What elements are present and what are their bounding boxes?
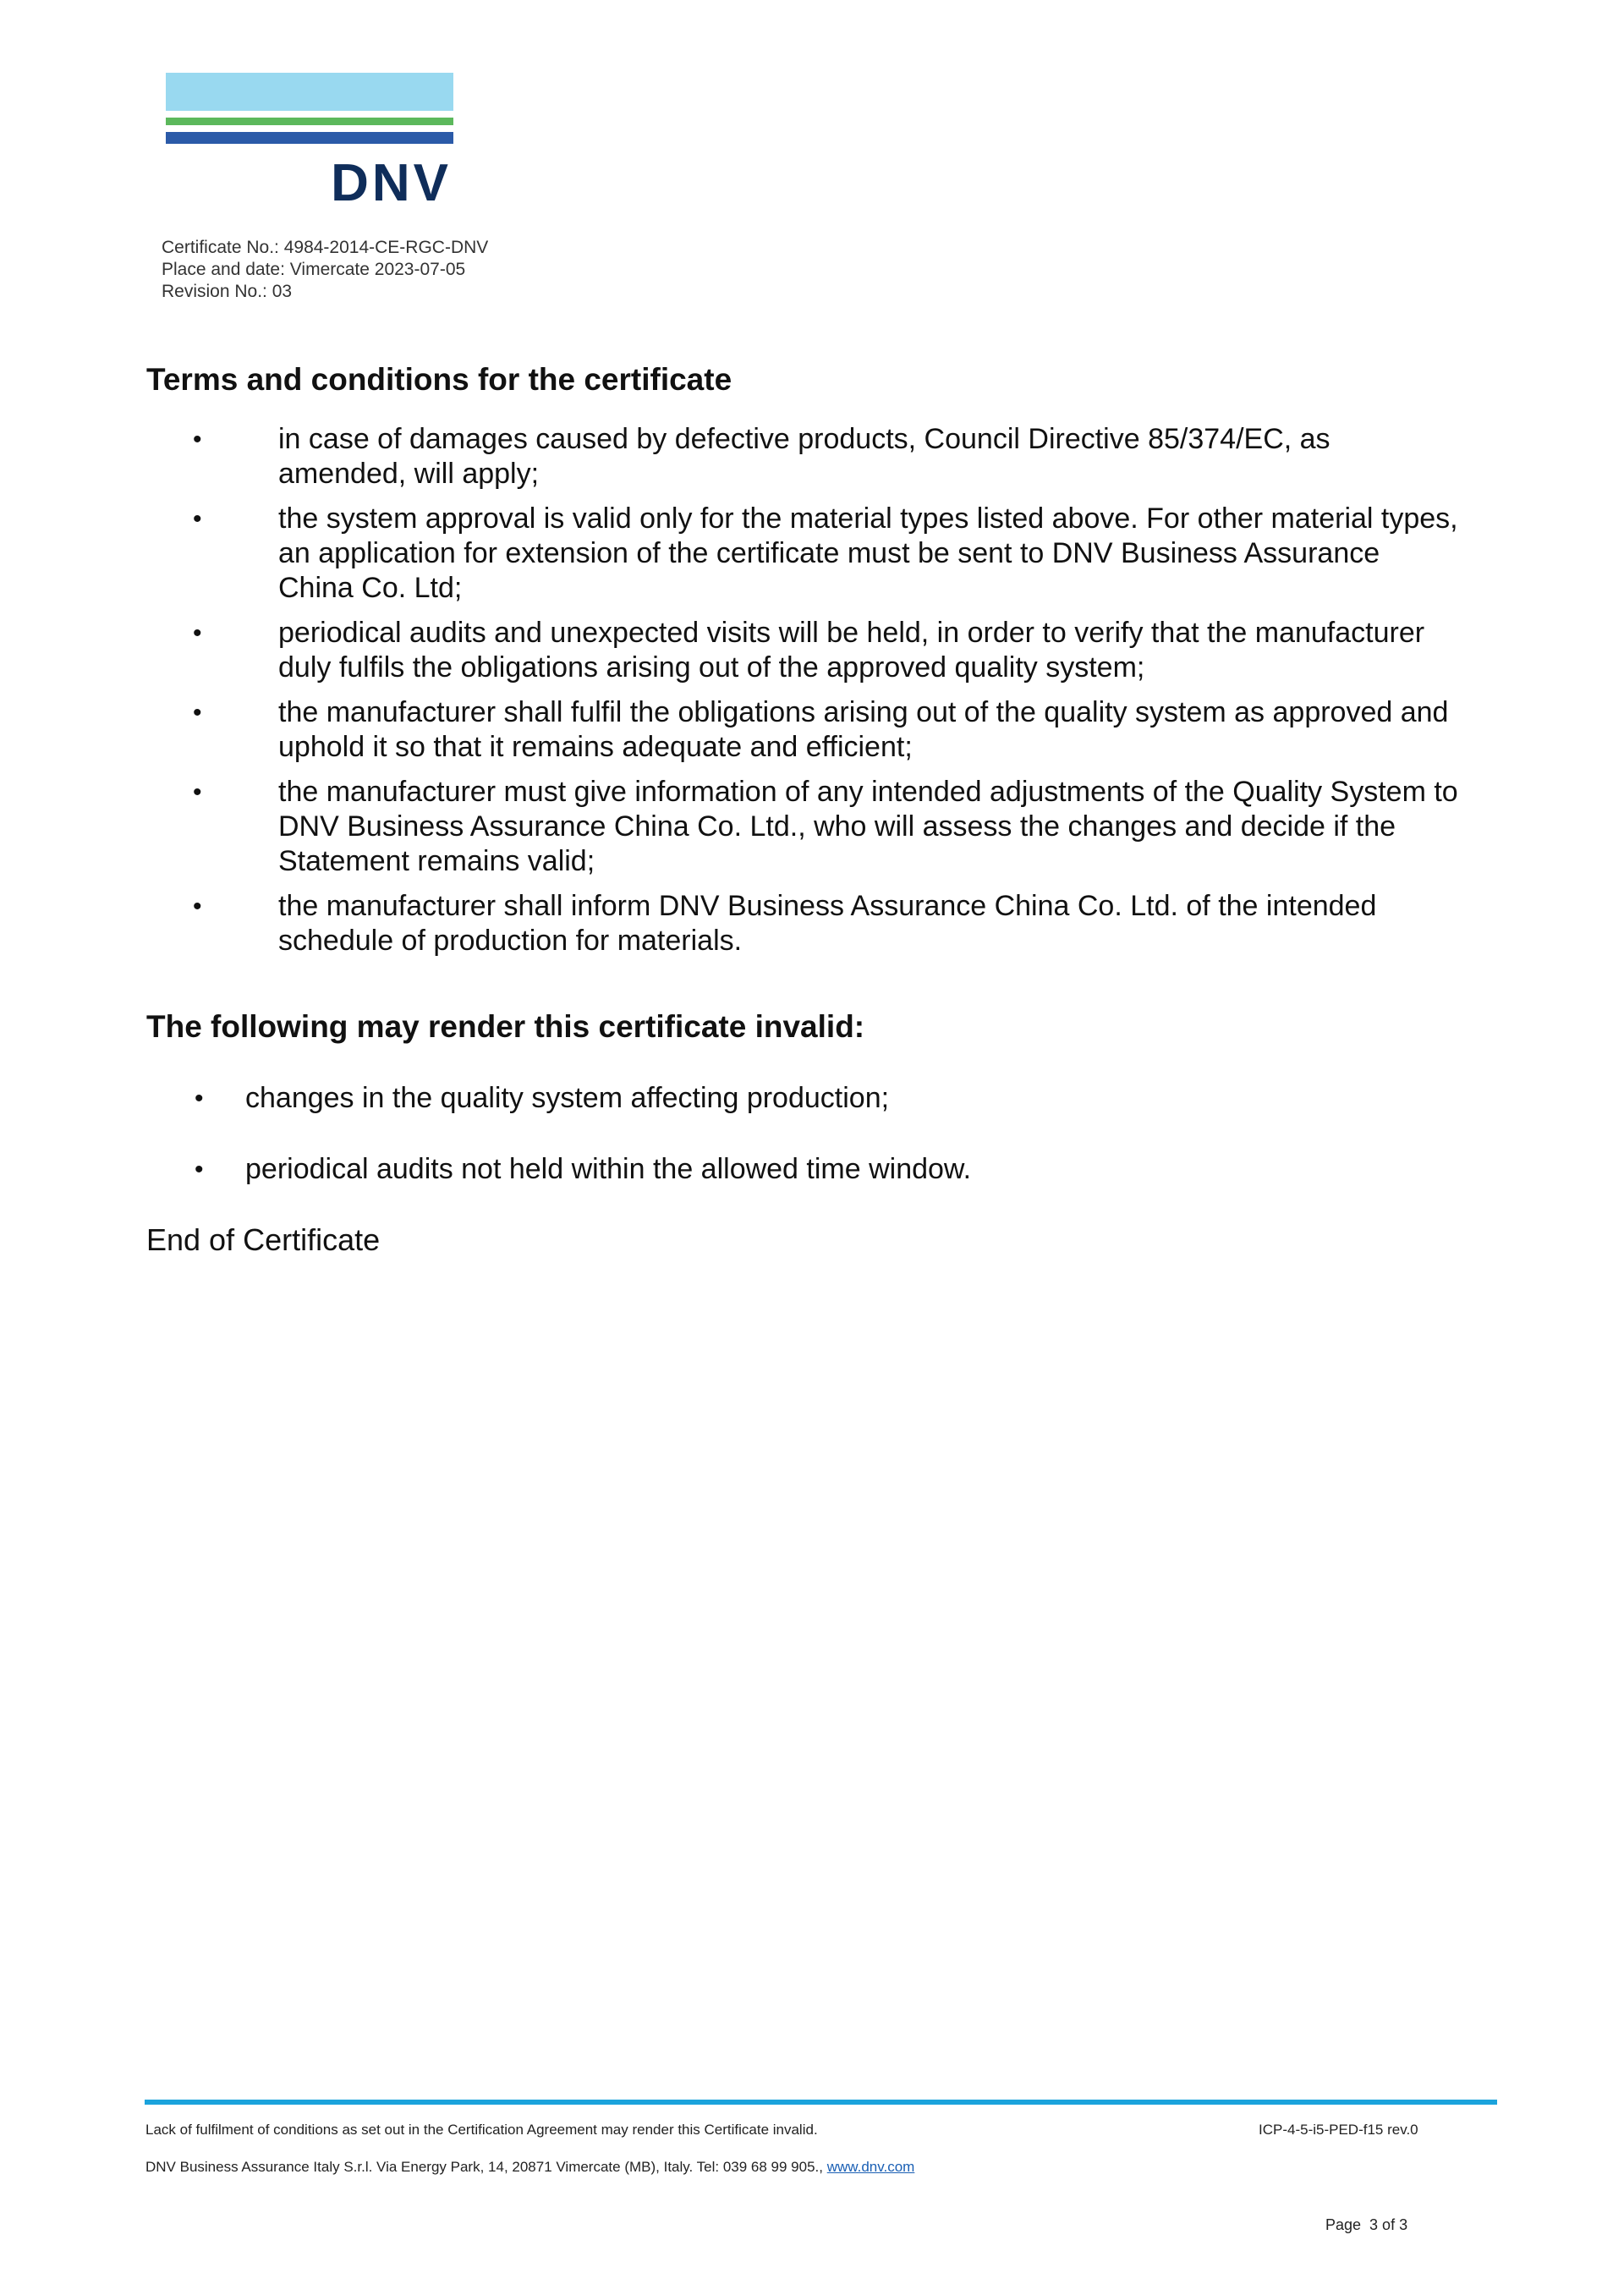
- terms-item: [0, 616, 1462, 685]
- page-label: Page: [1325, 2216, 1362, 2233]
- certificate-meta: [162, 237, 488, 303]
- terms-item-text: the system approval is valid only for the material types listed above. For other material types, an application for extension of the certificate must be sent to DNV Business Assurance China Co. Ltd;: [278, 502, 1458, 604]
- footer-rule: [145, 2100, 1497, 2105]
- place-and-date: Place and date: Vimercate 2023-07-05: [162, 260, 466, 279]
- terms-item: [0, 422, 1462, 491]
- terms-heading: Terms and conditions for the certificate: [146, 362, 732, 397]
- invalid-list: [0, 1081, 971, 1223]
- invalid-item: [0, 1081, 971, 1116]
- terms-item: [0, 775, 1462, 879]
- invalid-heading: The following may render this certificate invalid:: [146, 1009, 865, 1044]
- terms-list: [0, 422, 1624, 969]
- bullet-icon: •: [195, 1156, 204, 1183]
- page-value: 3 of 3: [1369, 2216, 1408, 2233]
- terms-item-text: in case of damages caused by defective products, Council Directive 85/374/EC, as amended, will apply;: [278, 423, 1330, 490]
- bullet-icon: •: [193, 505, 202, 533]
- bullet-icon: •: [195, 1084, 204, 1112]
- bullet-icon: •: [193, 619, 202, 647]
- terms-item-text: the manufacturer shall fulfil the obligations arising out of the quality system as approved and uphold it so that it remains adequate and efficient;: [278, 696, 1449, 763]
- end-of-certificate: End of Certificate: [146, 1222, 381, 1257]
- page-number: [1325, 2216, 1416, 2234]
- terms-item-text: the manufacturer must give information of any intended adjustments of the Quality System to DNV Business Assurance China Co. Ltd., who will assess the changes and decide if the Statement remains valid;: [278, 776, 1458, 877]
- bullet-icon: •: [193, 892, 202, 920]
- website-link[interactable]: www.dnv.com: [826, 2159, 915, 2175]
- footer-address: DNV Business Assurance Italy S.r.l. Via Energy Park, 14, 20871 Vimercate (MB), Italy. Tel: 039 68 99 905.,: [145, 2159, 823, 2175]
- logo-sky-bar: [166, 73, 453, 111]
- terms-item: [0, 889, 1462, 958]
- bullet-icon: •: [193, 426, 202, 453]
- invalid-item-text: periodical audits not held within the allowed time window.: [245, 1153, 972, 1185]
- terms-item: [0, 695, 1462, 765]
- bullet-icon: •: [193, 699, 202, 727]
- bullet-icon: •: [193, 778, 202, 806]
- certificate-number: Certificate No.: 4984-2014-CE-RGC-DNV: [162, 238, 489, 257]
- logo-blue-bar: [166, 132, 453, 144]
- terms-item-text: the manufacturer shall inform DNV Business Assurance China Co. Ltd. of the intended schedule of production for materials.: [278, 890, 1377, 957]
- revision-number: Revision No.: 03: [162, 282, 293, 301]
- footer-address-line: [145, 2159, 914, 2176]
- footer-disclaimer: Lack of fulfilment of conditions as set out in the Certification Agreement may render this Certificate invalid.: [145, 2122, 818, 2138]
- logo-green-bar: [166, 118, 453, 125]
- terms-item: [0, 502, 1462, 606]
- invalid-item: [0, 1152, 971, 1187]
- logo-wordmark: DNV: [331, 154, 452, 212]
- terms-item-text: periodical audits and unexpected visits will be held, in order to verify that the manufacturer duly fulfils the obligations arising out of the approved quality system;: [278, 617, 1425, 684]
- invalid-item-text: changes in the quality system affecting production;: [245, 1082, 890, 1114]
- footer-form-code: ICP-4-5-i5-PED-f15 rev.0: [1259, 2122, 1418, 2138]
- dnv-logo: [166, 73, 453, 210]
